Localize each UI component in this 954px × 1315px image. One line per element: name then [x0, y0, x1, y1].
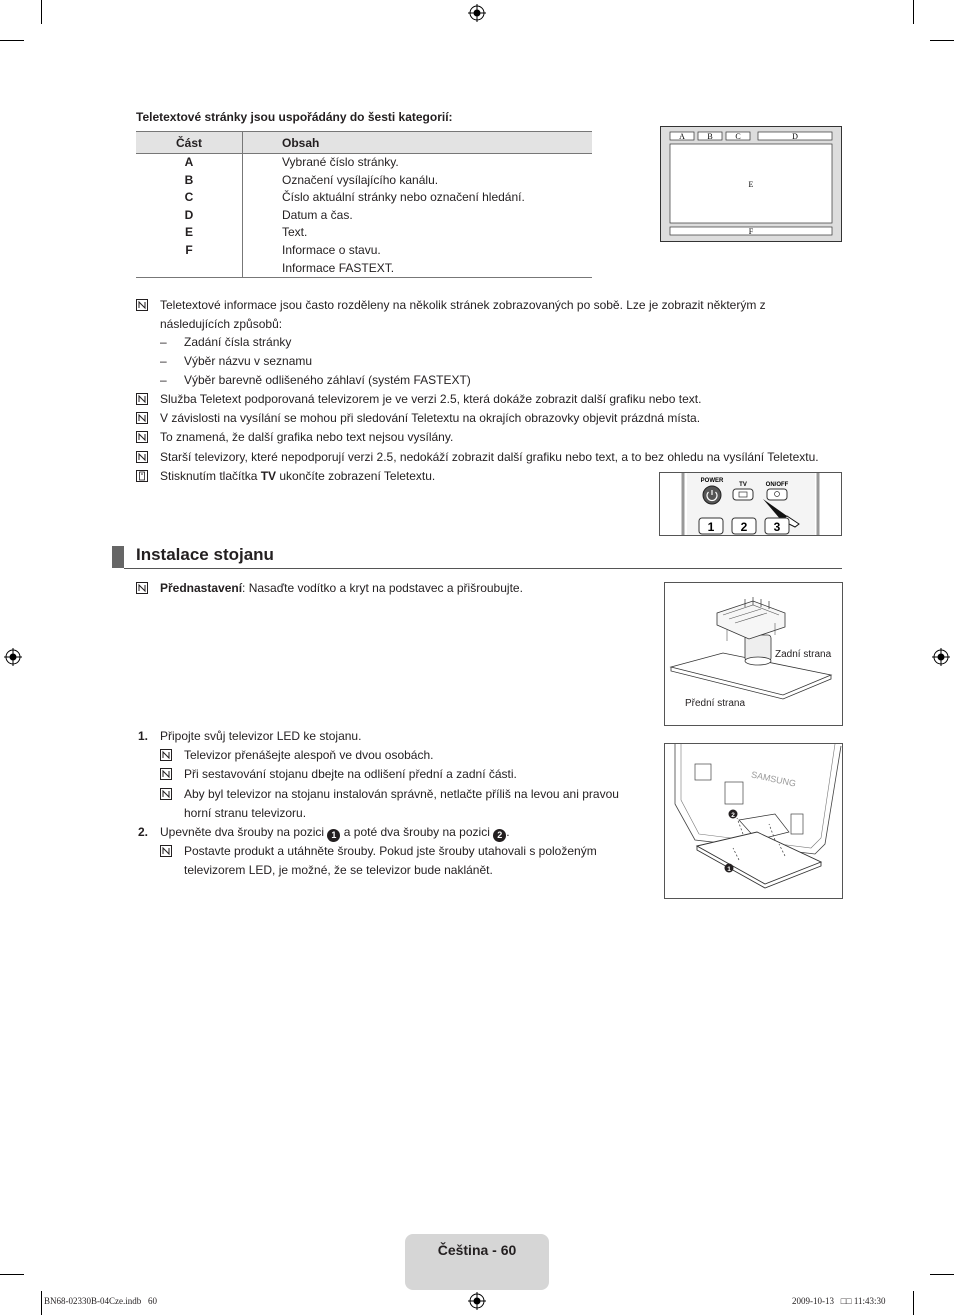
- note-item: [136, 428, 836, 447]
- brand-logo: SAMSUNG: [750, 769, 797, 789]
- dash-bullet: –: [160, 354, 167, 368]
- note-text: Postavte produkt a utáhněte šrouby. Pokud jste šrouby utahovali s položeným televizorem LED, je možné, že se televizor bude naklánět.: [184, 844, 597, 877]
- crop-mark: [0, 1274, 24, 1275]
- print-date-info: 2009-10-13 □□ 11:43:30: [792, 1296, 886, 1306]
- table-cell-part: [136, 260, 243, 278]
- position-2-badge: 2: [493, 829, 506, 842]
- remote-note-icon: [136, 470, 148, 482]
- step-text: Připojte svůj televizor LED ke stojanu.: [160, 729, 362, 743]
- crop-mark: [913, 0, 914, 24]
- page-number: Čeština - 60: [437, 1242, 517, 1258]
- crop-mark: [41, 1291, 42, 1315]
- rear-side-label: Zadní strana: [775, 649, 832, 660]
- note-item: [160, 785, 630, 823]
- power-label: POWER: [700, 478, 724, 484]
- step-number: 2.: [138, 825, 149, 839]
- diagram-label-d: D: [792, 132, 798, 141]
- table-row: [136, 154, 592, 172]
- tv-back-figure: [664, 743, 843, 899]
- table-row: [136, 224, 592, 242]
- note-item: [160, 765, 640, 784]
- note-text: To znamená, že další grafika nebo text nejsou vysílány.: [160, 430, 454, 444]
- remote-control-figure: [659, 472, 842, 536]
- note-icon: [136, 393, 148, 405]
- table-row: [136, 172, 592, 190]
- section-title: Instalace stojanu: [136, 545, 274, 564]
- diagram-label-a: A: [679, 132, 685, 141]
- preset-text: : Nasaďte vodítko a kryt na podstavec a přišroubujte.: [242, 581, 523, 595]
- tv-back-illustration: [665, 744, 842, 898]
- note-text: Teletextové informace jsou často rozděleny na několik stránek zobrazovaných po sobě. Lze je zobrazit některým z následujících způsobů:: [160, 298, 766, 331]
- note-text-part: ukončíte zobrazení Teletextu.: [276, 469, 436, 483]
- registration-mark-icon: [4, 648, 22, 666]
- table-cell-content: Text.: [282, 225, 308, 240]
- table-cell-part: C: [136, 189, 243, 207]
- table-header-content: Obsah: [243, 132, 593, 154]
- note-icon: [160, 788, 172, 800]
- note-item: [136, 467, 636, 486]
- page-number-tab: [405, 1234, 549, 1290]
- note-item: [136, 579, 636, 598]
- note-text: Služba Teletext podporovaná televizorem je ve verzi 2.5, která dokáže zobrazit další grafiku nebo text.: [160, 392, 702, 406]
- note-item: [136, 448, 836, 467]
- note-text: V závislosti na vysílání se mohou při sledování Teletextu na okrajích obrazovky objevit prázdná místa.: [160, 411, 701, 425]
- table-cell-part: F: [136, 242, 243, 260]
- table-cell-content: Označení vysílajícího kanálu.: [282, 172, 439, 187]
- light-button-icon: [767, 489, 787, 500]
- section-rule: [124, 568, 842, 569]
- list-item-text: Zadání čísla stránky: [184, 335, 292, 349]
- step-number: 1.: [138, 729, 149, 743]
- note-icon: [160, 768, 172, 780]
- note-item: [160, 842, 630, 880]
- table-cell-content: Vybrané číslo stránky.: [282, 155, 399, 169]
- dash-bullet: –: [160, 373, 167, 387]
- diagram-label-f: F: [748, 227, 754, 236]
- key-2: 2: [740, 520, 748, 534]
- step-text: [160, 823, 510, 842]
- step-text-part: a poté dva šrouby na pozici: [340, 825, 494, 839]
- stand-figure: [664, 582, 843, 726]
- table-row: [136, 260, 592, 278]
- table-cell-content: Informace FASTEXT.: [243, 260, 593, 278]
- note-item: [136, 390, 836, 409]
- table-cell-content: Číslo aktuální stránky nebo označení hledání.: [282, 190, 525, 205]
- diagram-label-b: B: [707, 132, 713, 141]
- onoff-label: ON/OFF: [765, 482, 789, 488]
- key-3: 3: [773, 520, 781, 534]
- note-icon: [136, 412, 148, 424]
- table-row: [136, 242, 592, 260]
- registration-mark-icon: [932, 648, 950, 666]
- note-text: Starší televizory, které nepodporují verzi 2.5, nedokáží zobrazit další grafiku nebo text, a to bez ohledu na vysílání Teletextu.: [160, 450, 819, 464]
- crop-mark: [930, 1274, 954, 1275]
- position-1-badge: 1: [327, 829, 340, 842]
- table-cell-part: A: [136, 154, 243, 172]
- list-item-text: Výběr názvu v seznamu: [184, 354, 313, 368]
- table-cell-content: Informace o stavu.: [282, 242, 381, 257]
- registration-mark-icon: [468, 4, 486, 22]
- section-marker: [112, 546, 124, 568]
- note-item: [160, 746, 640, 765]
- table-cell-content: Datum a čas.: [282, 207, 353, 222]
- note-icon: [160, 749, 172, 761]
- table-cell-part: B: [136, 172, 243, 190]
- list-item-text: Výběr barevně odlišeného záhlaví (systém FASTEXT): [184, 373, 471, 387]
- step-text-part: Upevněte dva šrouby na pozici: [160, 825, 328, 839]
- registration-mark-icon: [468, 1292, 486, 1310]
- category-table: [136, 131, 592, 278]
- diagram-label-c: C: [735, 132, 741, 141]
- position-1-marker: 1: [727, 866, 731, 873]
- position-2-marker: 2: [731, 812, 735, 819]
- note-icon: [136, 299, 148, 311]
- intro-heading: Teletextové stránky jsou uspořádány do šesti kategorií:: [136, 110, 453, 124]
- step-text-part: .: [506, 825, 510, 839]
- table-header-part: Část: [136, 132, 243, 154]
- note-text: Aby byl televizor na stojanu instalován správně, netlačte příliš na levou ani pravou horní stranu televizoru.: [184, 787, 619, 820]
- note-text: [160, 579, 636, 598]
- diagram-label-e: E: [748, 180, 754, 189]
- key-1: 1: [707, 520, 715, 534]
- table-row: [136, 189, 592, 207]
- tv-button-icon: [733, 489, 753, 500]
- print-file-info: BN68-02330B-04Cze.indb 60: [44, 1296, 157, 1306]
- note-icon: [136, 582, 148, 594]
- note-item: [136, 409, 836, 428]
- tv-label: TV: [739, 482, 747, 488]
- crop-mark: [41, 0, 42, 24]
- teletext-layout-diagram: [660, 126, 842, 242]
- note-text: [160, 467, 636, 486]
- table-cell-part: D: [136, 207, 243, 225]
- crop-mark: [913, 1291, 914, 1315]
- note-item: [136, 296, 796, 334]
- crop-mark: [0, 40, 24, 41]
- front-side-label: Přední strana: [685, 698, 746, 709]
- note-text: Při sestavování stojanu dbejte na odlišení přední a zadní části.: [184, 767, 517, 781]
- dash-bullet: –: [160, 335, 167, 349]
- crop-mark: [930, 40, 954, 41]
- preset-label: Přednastavení: [160, 581, 243, 595]
- note-icon: [136, 451, 148, 463]
- note-icon: [136, 431, 148, 443]
- table-cell-part: E: [136, 224, 243, 242]
- table-row: [136, 207, 592, 225]
- tv-key-label: TV: [260, 469, 277, 483]
- note-text-part: Stisknutím tlačítka: [160, 469, 261, 483]
- note-icon: [160, 845, 172, 857]
- note-text: Televizor přenášejte alespoň ve dvou osobách.: [184, 748, 434, 762]
